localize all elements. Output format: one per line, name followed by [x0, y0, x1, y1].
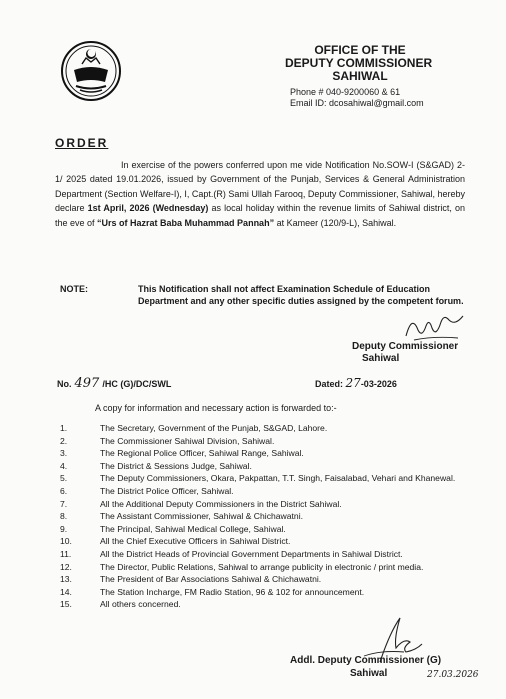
recipient-item	[60, 461, 480, 472]
note-text: This Notification shall not affect Examination Schedule of Education Department and any other specific duties assigned by the competent forum.	[138, 284, 464, 306]
office-line-2: DEPUTY COMMISSIONER	[285, 56, 433, 70]
reference-suffix: /HC (G)/DC/SWL	[102, 379, 172, 389]
signatory-station-2: Sahiwal	[350, 668, 388, 679]
reference-handwritten-number: 497	[74, 376, 100, 391]
recipient-item	[60, 562, 480, 573]
dated-line	[315, 376, 397, 390]
order-text-1: In exercise of the powers conferred upon me vide Notification No.SOW-I (S&GAD) 2-1/ 2025 dated 19.01.2026, issued by Government of the Punjab, Services & General Administration Department (Section Welfare-I), I, Capt.(R) Sami Ullah Farooq, Deputy Commissioner, Sahiwal, hereby declare	[55, 160, 465, 214]
recipient-item	[60, 524, 480, 535]
recipient-item	[60, 448, 480, 459]
recipient-text: The Principal, Sahiwal Medical College, Sahiwal.	[100, 523, 286, 534]
dated-rest: -03-2026	[360, 379, 397, 389]
recipient-number: 15.	[60, 599, 72, 610]
contact-info	[290, 87, 424, 109]
recipient-item	[60, 599, 480, 610]
recipient-text: The Director, Public Relations, Sahiwal to arrange publicity in electronic / print media.	[100, 561, 424, 572]
recipient-number: 11.	[60, 548, 72, 559]
recipient-number: 6.	[60, 485, 68, 496]
recipient-text: The District Police Officer, Sahiwal.	[100, 485, 234, 496]
reference-number	[57, 376, 171, 391]
signature-handwritten-date: 27.03.2026	[427, 670, 479, 680]
recipient-number: 8.	[60, 511, 68, 522]
recipient-item	[60, 473, 480, 484]
holiday-date: 1st April, 2026 (Wednesday)	[87, 203, 209, 214]
occasion-name: “Urs of Hazrat Baba Muhammad Pannah”	[97, 217, 275, 228]
recipient-number: 3.	[60, 448, 68, 459]
recipient-text: The Commissioner Sahiwal Division, Sahiwal.	[100, 435, 275, 446]
order-text-2: as local holiday within the revenue limits of Sahiwal district, on the eve of	[55, 203, 465, 228]
deputy-commissioner-signature	[396, 308, 476, 344]
recipient-item	[60, 549, 480, 560]
recipient-list	[60, 423, 480, 612]
dated-label: Dated:	[315, 379, 344, 389]
dated-handwritten-day: 27	[345, 376, 361, 390]
office-header	[285, 44, 485, 83]
reference-prefix: No.	[57, 379, 72, 389]
recipient-item	[60, 587, 480, 598]
recipient-number: 10.	[60, 536, 72, 547]
signatory-block-2	[290, 654, 441, 680]
recipient-item	[60, 574, 480, 585]
office-line-3: SAHIWAL	[332, 69, 388, 83]
recipient-text: The Secretary, Government of the Punjab, S&GAD, Lahore.	[100, 423, 328, 433]
recipient-number: 9.	[60, 523, 68, 534]
recipient-number: 1.	[60, 423, 68, 433]
recipient-item	[60, 499, 480, 510]
order-text-3: at Kameer (120/9-L), Sahiwal.	[274, 217, 397, 228]
recipient-text: The Regional Police Officer, Sahiwal Range, Sahiwal.	[100, 448, 304, 459]
recipient-item	[60, 536, 480, 547]
order-title: ORDER	[55, 136, 109, 150]
recipient-text: The President of Bar Associations Sahiwal & Chichawatni.	[100, 574, 322, 585]
office-line-1: OFFICE OF THE	[314, 43, 406, 57]
phone-number: Phone # 040-9200060 & 61	[290, 87, 401, 97]
recipient-text: The Station Incharge, FM Radio Station, 96 & 102 for announcement.	[100, 586, 365, 597]
recipient-item	[60, 436, 480, 447]
recipient-item	[60, 423, 480, 434]
copy-forward-line: A copy for information and necessary action is forwarded to:-	[95, 403, 337, 413]
signatory-designation-1: Deputy Commissioner	[352, 341, 459, 352]
recipient-item	[60, 511, 480, 522]
recipient-item	[60, 486, 480, 497]
recipient-text: All the Chief Executive Officers in Sahiwal District.	[100, 536, 291, 547]
recipient-text: All the District Heads of Provincial Government Departments in Sahiwal District.	[100, 548, 403, 559]
recipient-text: The Deputy Commissioners, Okara, Pakpattan, T.T. Singh, Faisalabad, Vehari and Khanewal.	[100, 473, 456, 484]
recipient-text: All the Additional Deputy Commissioners in the District Sahiwal.	[100, 498, 342, 509]
recipient-number: 13.	[60, 574, 72, 585]
recipient-text: The District & Sessions Judge, Sahiwal.	[100, 460, 252, 471]
recipient-number: 14.	[60, 586, 72, 597]
recipient-number: 4.	[60, 460, 68, 471]
recipient-number: 7.	[60, 498, 68, 509]
note-label: NOTE:	[60, 284, 88, 294]
recipient-text: The Assistant Commissioner, Sahiwal & Chichawatni.	[100, 511, 303, 522]
signatory-station-1: Sahiwal	[362, 353, 400, 364]
recipient-number: 12.	[60, 561, 72, 572]
recipient-number: 2.	[60, 435, 68, 446]
signatory-block-1	[352, 341, 458, 365]
recipient-text: All others concerned.	[100, 599, 181, 610]
email-address: Email ID: dcosahiwal@gmail.com	[290, 98, 424, 108]
order-paragraph	[55, 158, 465, 230]
recipient-number: 5.	[60, 473, 68, 484]
signatory-designation-2: Addl. Deputy Commissioner (G)	[290, 655, 442, 666]
punjab-government-emblem	[60, 40, 122, 102]
